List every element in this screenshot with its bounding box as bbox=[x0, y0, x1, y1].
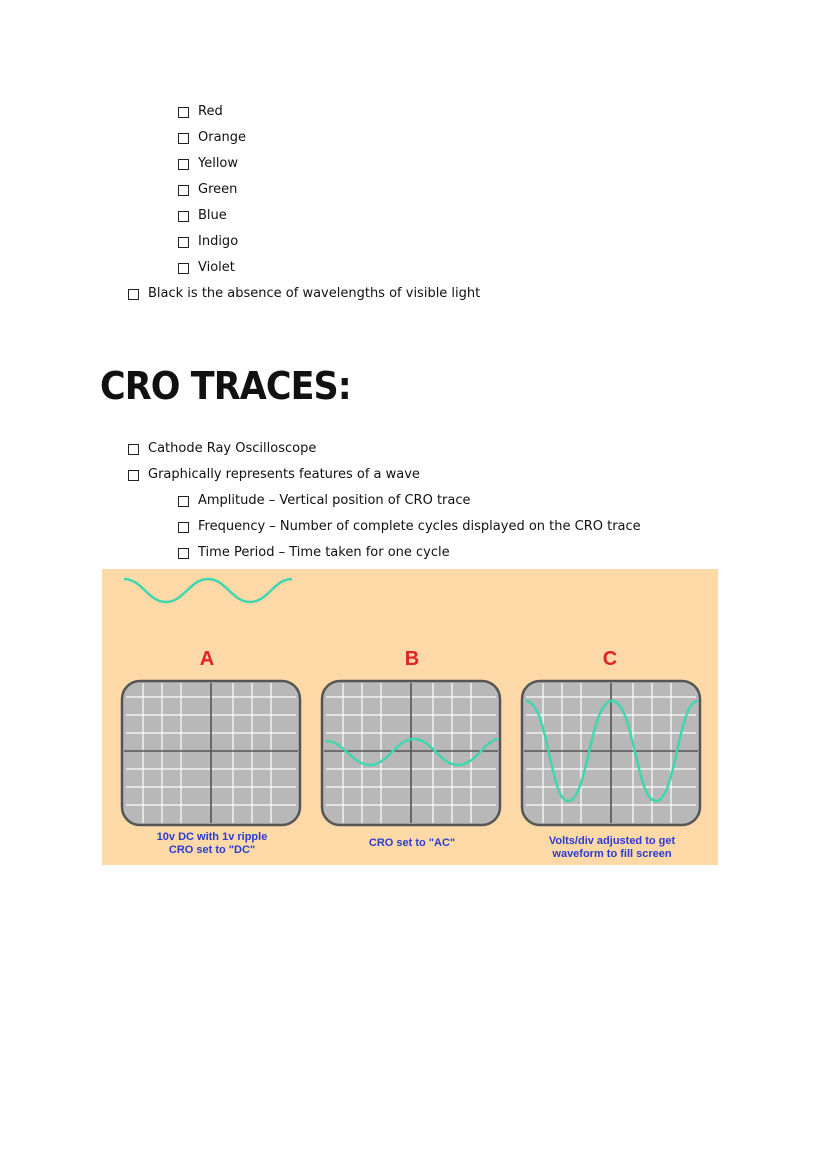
checklist-item-green bbox=[178, 182, 237, 198]
panel-caption-c: Volts/div adjusted to get waveform to fill screen bbox=[548, 835, 676, 860]
checkbox[interactable] bbox=[178, 159, 189, 170]
checklist-item-indigo bbox=[178, 234, 238, 250]
checklist-item-cro bbox=[128, 441, 316, 457]
cro-figure-drawing bbox=[102, 569, 718, 865]
checklist-item-amplitude bbox=[178, 493, 471, 509]
checkbox[interactable] bbox=[178, 263, 189, 274]
checkbox[interactable] bbox=[178, 133, 189, 144]
checkbox[interactable] bbox=[178, 496, 189, 507]
checkbox[interactable] bbox=[178, 237, 189, 248]
checkbox[interactable] bbox=[128, 470, 139, 481]
panel-letter-c: C bbox=[602, 648, 618, 670]
checklist-item-blue bbox=[178, 208, 227, 224]
checklist-item-red bbox=[178, 104, 223, 120]
checklist-item-label: Blue bbox=[198, 208, 227, 223]
checklist-item-label: Amplitude – Vertical position of CRO trace bbox=[198, 493, 471, 508]
checkbox[interactable] bbox=[178, 185, 189, 196]
checklist-item-frequency bbox=[178, 519, 641, 535]
decorative-wave bbox=[124, 579, 292, 602]
checklist-item-label: Indigo bbox=[198, 234, 239, 249]
checklist-item-label: Cathode Ray Oscilloscope bbox=[148, 441, 317, 456]
checklist-item-label: Frequency – Number of complete cycles displayed on the CRO trace bbox=[198, 519, 641, 534]
checklist-item-black bbox=[128, 286, 480, 302]
checklist-item-label: Red bbox=[198, 104, 223, 119]
checkbox[interactable] bbox=[128, 444, 139, 455]
panel-letter-a: A bbox=[199, 648, 215, 670]
checklist-item-label: Black is the absence of wavelengths of visible light bbox=[148, 286, 481, 301]
panel-letter-b: B bbox=[404, 648, 420, 670]
cro-screen-b bbox=[322, 681, 500, 825]
checkbox[interactable] bbox=[178, 107, 189, 118]
checklist-item-orange bbox=[178, 130, 246, 146]
panel-caption-b: CRO set to "AC" bbox=[368, 837, 456, 849]
checkbox[interactable] bbox=[128, 289, 139, 300]
cro-figure bbox=[102, 569, 718, 865]
checklist-item-time-period bbox=[178, 545, 450, 561]
checklist-item-label: Orange bbox=[198, 130, 247, 145]
checkbox[interactable] bbox=[178, 522, 189, 533]
checkbox[interactable] bbox=[178, 548, 189, 559]
section-heading: CRO TRACES: bbox=[100, 364, 351, 408]
checklist-item-label: Time Period – Time taken for one cycle bbox=[198, 545, 450, 560]
checkbox[interactable] bbox=[178, 211, 189, 222]
checklist-item-label: Yellow bbox=[198, 156, 239, 171]
checklist-item-violet bbox=[178, 260, 235, 276]
checklist-item-graphically bbox=[128, 467, 420, 483]
checklist-item-yellow bbox=[178, 156, 238, 172]
cro-screen-a bbox=[122, 681, 300, 825]
checklist-item-label: Green bbox=[198, 182, 238, 197]
cro-screen-c bbox=[522, 681, 700, 825]
panel-caption-a: 10v DC with 1v ripple CRO set to "DC" bbox=[156, 831, 268, 856]
checklist-item-label: Graphically represents features of a wave bbox=[148, 467, 420, 482]
checklist-item-label: Violet bbox=[198, 260, 235, 275]
